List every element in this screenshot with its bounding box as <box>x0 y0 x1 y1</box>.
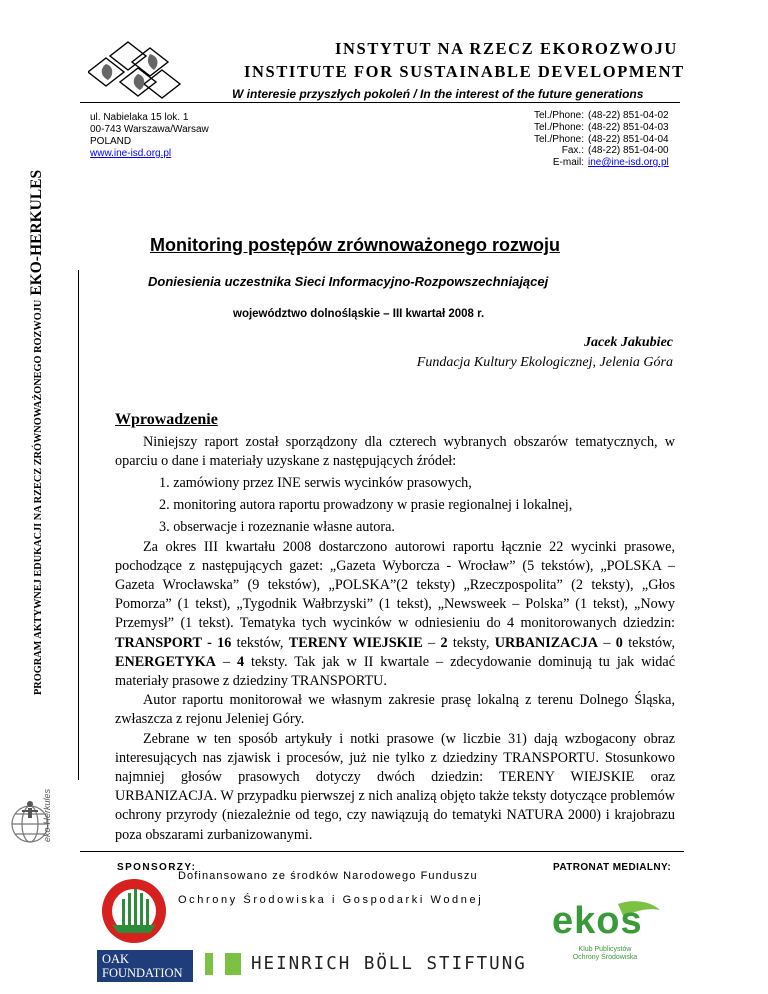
program-brand: EKO-HERKULES <box>28 169 45 296</box>
contact-label: Tel./Phone: <box>533 110 584 121</box>
eko-herkules-logo <box>4 788 76 852</box>
fund-line: Dofinansowano ze środków Narodowego Funduszu <box>178 870 478 882</box>
program-name: PROGRAM AKTYWNEJ EDUKACJI NA RZECZ ZRÓWNOWAŻONEGO ROZWOJU <box>33 299 44 695</box>
contact-row <box>512 110 669 122</box>
document-region: województwo dolnośląskie – III kwartał 2008 r. <box>233 308 485 320</box>
contact-label: Tel./Phone: <box>533 133 584 145</box>
header-rule <box>80 102 680 103</box>
section-heading: Wprowadzenie <box>115 411 218 428</box>
press-summary-paragraph: Za okres III kwartału 2008 dostarczono autorowi raportu łącznie 22 wycinki prasowe, pochodzące z następujących gazet: „Gazeta Wyborcza - Wrocław” (5 tekstów), „POLSKA – Gazeta Wrocławska” (9 tekstów), „POLSKA”(2 teksty) „Rzeczpospolita” (2 teksty), „Głos Pomorza” (1 tekst), „Tygodnik Wałbrzyski” (1 tekst), „Newsweek – Polska” (1 tekst), „Nowy Przemysł” (1 tekst). Tematyka tych wycinków w odniesieniu do 4 monitorowanych dziedzin: TRANSPORT - 16 tekstów, TERENY WIEJSKIE – 2 teksty, URBANIZACJA – 0 tekstów, ENERGETYKA – 4 teksty. Tak jak w II kwartale – zdecydowanie dominują tu jak widać materiały prasowe z dziedziny TRANSPORTU. <box>115 538 675 690</box>
ine-logo <box>88 40 188 102</box>
boll-square-icon <box>225 953 241 975</box>
boll-logo <box>205 953 527 975</box>
contact-value: (48-22) 851-04-04 <box>588 133 669 145</box>
document-subtitle: Doniesienia uczestnika Sieci Informacyjno-Rozpowszechniającej <box>148 274 549 289</box>
document-body <box>115 410 675 845</box>
analysis-paragraph: Zebrane w ten sposób artykuły i notki prasowe (w liczbie 31) dają wzbogacony obraz interesujących nas zjawisk i procesów, już nie tylko z dziedziny TRANSPORTU. Stosunkowo najmniej głosów prasowych dotyczy dwóch dziedzin: TERENY WIEJSKIE oraz URBANIZACJA. W przypadku pierwszej z nich analizą objęto także teksty dotyczące problemów ochrony przyrody (niezależnie od tego, czy nawiązują do tematyki NATURA 2000) i krajobrazu poza obszarami zurbanizowanymi. <box>115 730 675 843</box>
source-item: 3. obserwacje i rozeznanie własne autora. <box>159 518 395 535</box>
email-link[interactable]: ine@ine-isd.org.pl <box>588 157 669 169</box>
sources-list <box>115 472 675 538</box>
sponsors-label: SPONSORZY: <box>117 862 197 873</box>
fund-text <box>178 864 483 912</box>
sidebar-program-text <box>28 170 46 695</box>
eko-herkules-logo-text: eko-Herkules <box>42 788 52 842</box>
document-title: Monitoring postępów zrównoważonego rozwoju <box>150 235 560 255</box>
address-block <box>90 112 209 160</box>
contact-row <box>512 157 669 169</box>
address-line: 00-743 Warszawa/Warsaw <box>90 124 209 135</box>
sidebar-rule <box>78 270 79 780</box>
boll-square-icon <box>205 953 213 975</box>
contact-value: (48-22) 851-04-00 <box>588 145 669 157</box>
ekos-subtitle: Klub Publicystów Ochrony Środowiska <box>572 946 638 961</box>
source-item: 1. zamówiony przez INE serwis wycinków prasowych, <box>159 474 472 491</box>
footer-rule <box>80 851 684 852</box>
contact-row <box>512 145 669 157</box>
oak-line: OAK <box>102 952 130 966</box>
contact-row <box>512 134 669 146</box>
oak-line: FOUNDATION <box>102 966 183 980</box>
media-patron-label: PATRONAT MEDIALNY: <box>553 862 672 873</box>
contact-value: (48-22) 851-04-02 <box>588 110 669 121</box>
author-organization: Fundacja Kultury Ekologicznej, Jelenia Góra <box>416 355 673 370</box>
author-block <box>273 333 673 373</box>
fund-line: Ochrony Środowiska i Gospodarki Wodnej <box>178 894 484 906</box>
contact-value: (48-22) 851-04-03 <box>588 121 669 133</box>
boll-wordmark: HEINRICH BÖLL STIFTUNG <box>251 954 527 974</box>
tagline: W interesie przyszłych pokoleń / In the interest of the future generations <box>232 87 644 101</box>
address-line: POLAND <box>90 136 132 147</box>
contact-label: E-mail: <box>552 157 584 169</box>
nfosigw-logo <box>100 877 168 945</box>
website-link[interactable]: www.ine-isd.org.pl <box>90 148 172 159</box>
local-press-paragraph: Autor raportu monitorował we własnym zakresie prasę lokalną z terenu Dolnego Śląska, zwłaszcza z rejonu Jeleniej Góry. <box>115 692 675 728</box>
contact-block <box>512 110 669 169</box>
contact-row <box>512 122 669 134</box>
oak-foundation-logo <box>97 950 193 982</box>
intro-paragraph: Niniejszy raport został sporządzony dla czterech wybranych obszarów tematycznych, w oparciu o dane i materiały uzyskane z następujących źródeł: <box>115 434 675 470</box>
contact-label: Tel./Phone: <box>533 121 584 133</box>
institute-name-en: INSTITUTE FOR SUSTAINABLE DEVELOPMENT <box>244 62 685 81</box>
author-name: Jacek Jakubiec <box>583 335 673 350</box>
institute-name-pl: INSTYTUT NA RZECZ EKOROZWOJU <box>335 39 678 58</box>
source-item: 2. monitoring autora raportu prowadzony w prasie regionalnej i lokalnej, <box>159 496 573 513</box>
contact-label: Fax.: <box>561 145 584 157</box>
ekos-wordmark: ekos <box>552 900 643 942</box>
address-line: ul. Nabielaka 15 lok. 1 <box>90 112 189 123</box>
ekos-logo <box>548 898 668 968</box>
